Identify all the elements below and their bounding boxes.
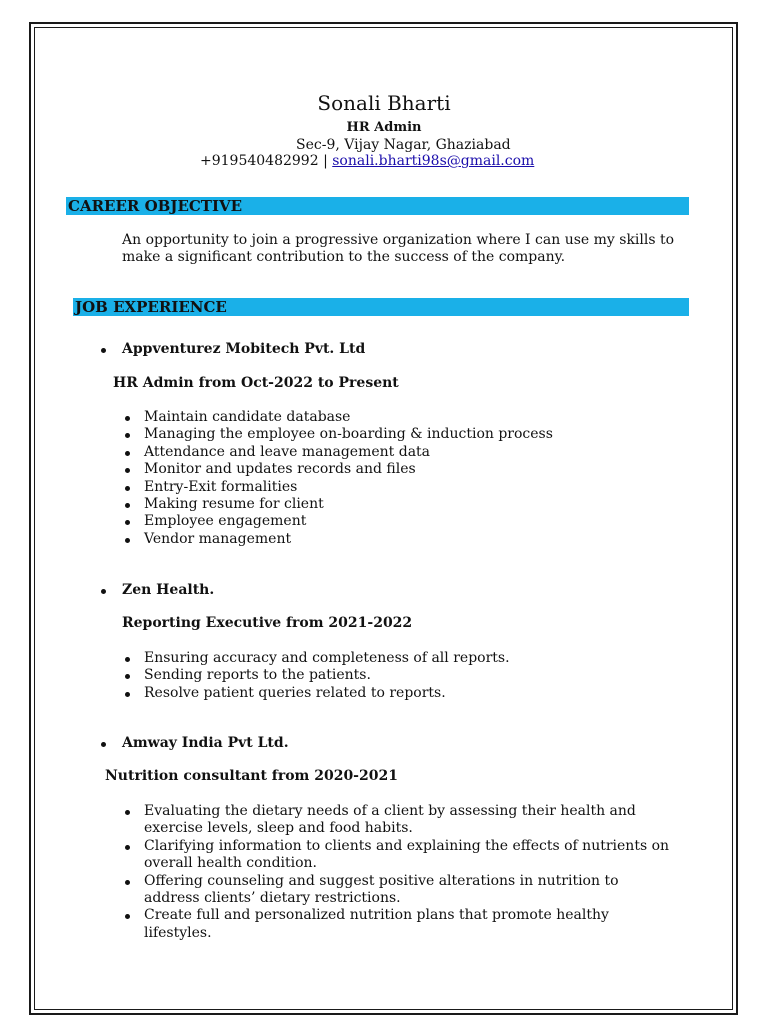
job-position: Reporting Executive from 2021-2022 xyxy=(122,615,413,631)
duty-item: Evaluating the dietary needs of a client by assessing their health and exercise levels, sleep and food habits. xyxy=(144,803,676,838)
duty-item: Making resume for client xyxy=(144,496,684,513)
duty-item: Offering counseling and suggest positive alterations in nutrition to address clients’ dietary restrictions. xyxy=(144,873,676,908)
duty-item: Resolve patient queries related to reports. xyxy=(144,685,684,702)
job-duties-list xyxy=(144,409,684,548)
email-link[interactable]: sonali.bharti98s@gmail.com xyxy=(332,153,535,169)
job-company: Amway India Pvt Ltd. xyxy=(122,735,289,751)
career-objective-heading: CAREER OBJECTIVE xyxy=(66,197,689,215)
duty-item: Employee engagement xyxy=(144,513,684,530)
career-objective-text: An opportunity to join a progressive organization where I can use my skills to make a significant contribution to the success of the company. xyxy=(122,232,675,265)
duty-item: Monitor and updates records and files xyxy=(144,461,684,478)
duty-item: Attendance and leave management data xyxy=(144,444,684,461)
contact-line xyxy=(200,153,534,169)
duty-item: Clarifying information to clients and explaining the effects of nutrients on overall health condition. xyxy=(144,838,676,873)
job-duties-list xyxy=(144,803,676,942)
job-experience-heading: JOB EXPERIENCE xyxy=(73,298,689,316)
job-company: Appventurez Mobitech Pvt. Ltd xyxy=(122,341,366,357)
duty-item: Vendor management xyxy=(144,531,684,548)
phone-number: +919540482992 | xyxy=(200,153,328,169)
duty-item: Managing the employee on-boarding & induction process xyxy=(144,426,684,443)
job-duties-list xyxy=(144,650,684,702)
job-position: Nutrition consultant from 2020-2021 xyxy=(105,768,398,784)
duty-item: Entry-Exit formalities xyxy=(144,479,684,496)
duty-item: Ensuring accuracy and completeness of all reports. xyxy=(144,650,684,667)
job-position: HR Admin from Oct-2022 to Present xyxy=(113,375,399,391)
candidate-address: Sec-9, Vijay Nagar, Ghaziabad xyxy=(296,137,511,153)
job-company: Zen Health. xyxy=(122,582,215,598)
candidate-name: Sonali Bharti xyxy=(317,91,451,115)
candidate-role: HR Admin xyxy=(346,120,422,135)
duty-item: Maintain candidate database xyxy=(144,409,684,426)
duty-item: Create full and personalized nutrition plans that promote healthy lifestyles. xyxy=(144,907,676,942)
duty-item: Sending reports to the patients. xyxy=(144,667,684,684)
